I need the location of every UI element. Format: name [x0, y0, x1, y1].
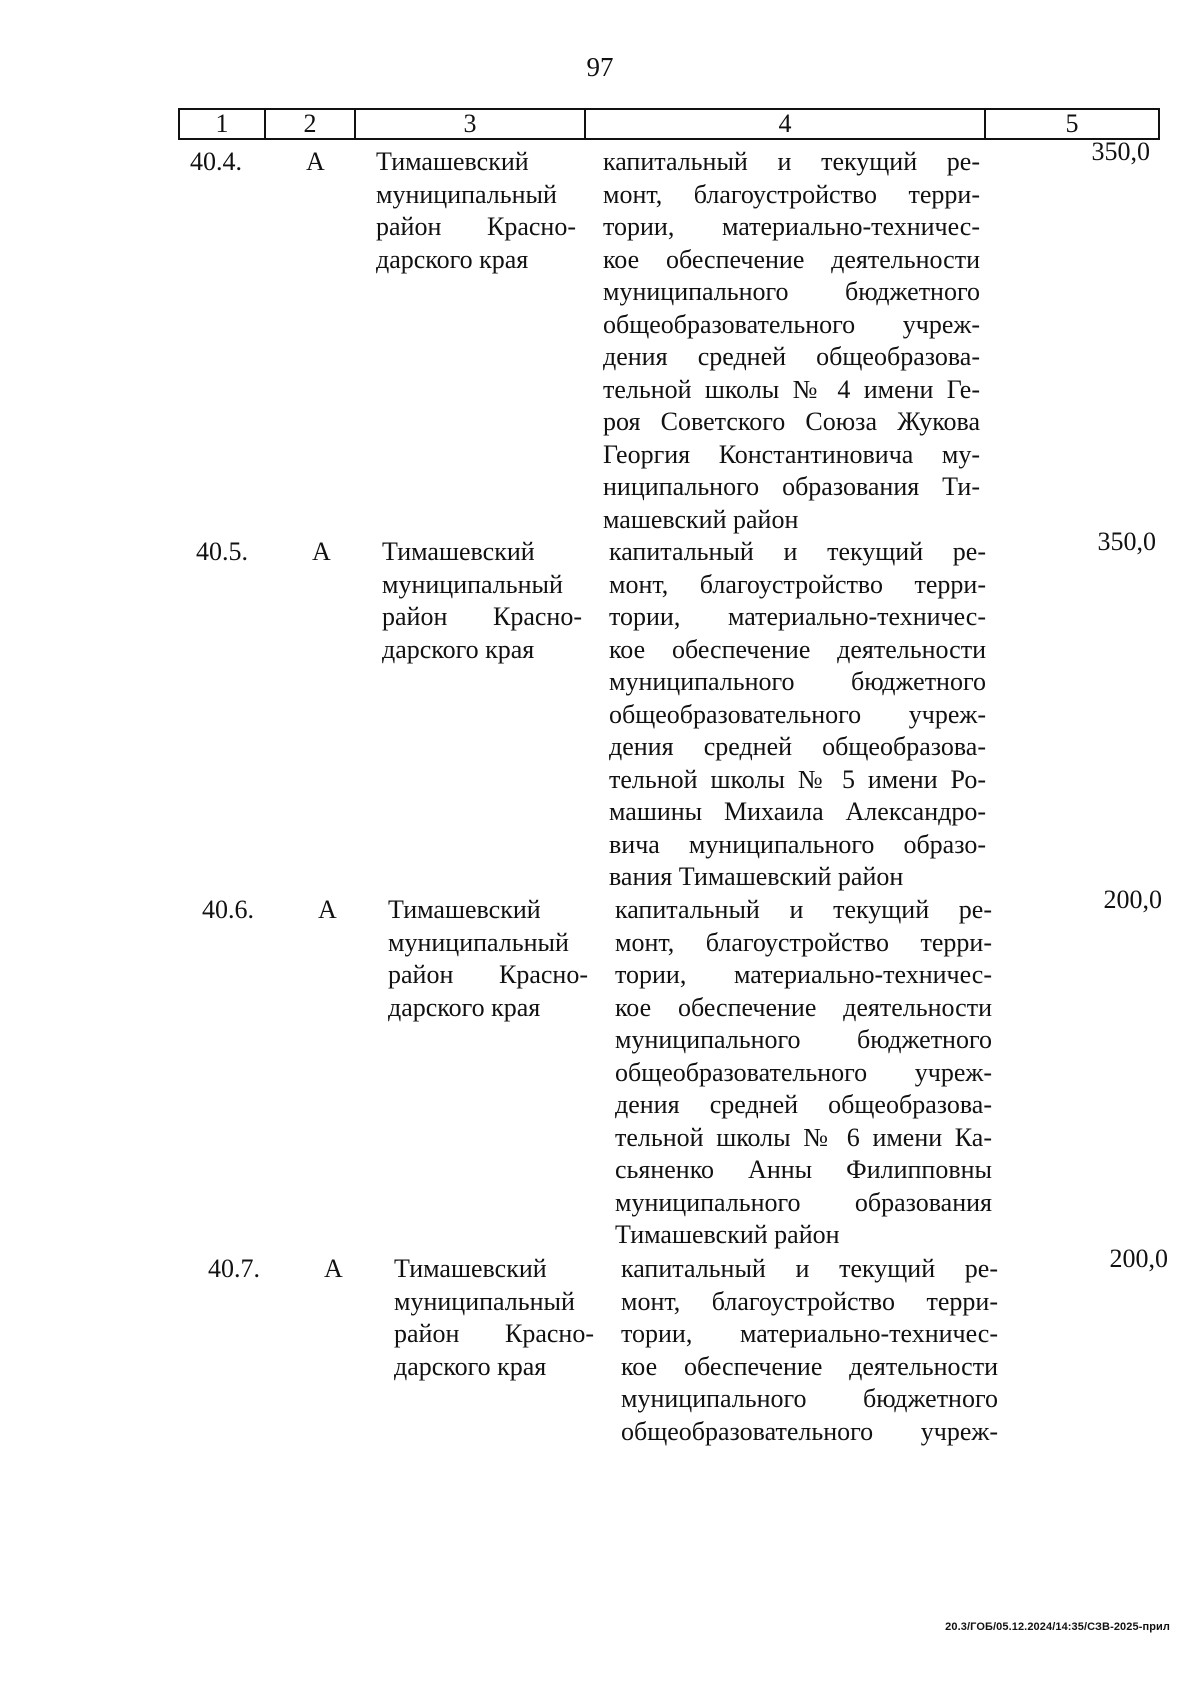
purpose-line: муниципального бюджетного [615, 1025, 992, 1054]
purpose-line: капитальный и текущий ре- [621, 1254, 998, 1283]
purpose-line: дения средней общеобразова- [603, 342, 980, 371]
row-category: А [318, 895, 337, 924]
column-header-1: 1 [179, 109, 265, 139]
row-amount: 350,0 [1097, 527, 1156, 556]
purpose-line: муниципального бюджетного [609, 667, 986, 696]
table-row [202, 885, 1200, 1274]
purpose-line: капитальный и текущий ре- [603, 147, 980, 176]
purpose-line: муниципального образования [615, 1187, 992, 1217]
municipality-line: Тимашевский [376, 147, 529, 176]
purpose-line: роя Советского Союза Жукова [603, 407, 980, 436]
row-number: 40.6. [202, 895, 254, 924]
purpose-line: монт, благоустройство терри- [615, 927, 992, 957]
municipality-line: муниципальный [388, 927, 569, 957]
purpose-line: кое обеспечение деятельности [609, 634, 986, 664]
municipality-line: дарского края [376, 244, 529, 274]
purpose-line: кое обеспечение деятельности [621, 1351, 998, 1381]
purpose-line: монт, благоустройство терри- [603, 179, 980, 209]
purpose-line: тельной школы № 5 имени Ро- [609, 764, 986, 794]
purpose-line: вича муниципального образо- [609, 829, 986, 859]
table-row [190, 137, 1190, 534]
purpose-cell [615, 894, 992, 1252]
row-number: 40.4. [190, 147, 242, 176]
purpose-line: общеобразовательного учреж- [615, 1057, 992, 1087]
row-number: 40.5. [196, 537, 248, 566]
purpose-line: общеобразовательного учреж- [609, 699, 986, 729]
municipality-line: муниципальный [382, 569, 563, 599]
purpose-cell [603, 146, 980, 536]
page-number: 97 [586, 52, 614, 82]
municipality-line: дарского края [394, 1351, 547, 1381]
row-number: 40.7. [208, 1254, 260, 1283]
municipality-cell [394, 1253, 594, 1383]
document-code: 20.3/ГОБ/05.12.2024/14:35/СЗВ-2025-прил [945, 1621, 1170, 1633]
purpose-line: тории, материально-техничес- [621, 1319, 998, 1348]
purpose-cell [621, 1253, 998, 1448]
purpose-line: дения средней общеобразова- [615, 1090, 992, 1119]
purpose-line: тории, материально-техничес- [609, 602, 986, 631]
column-header-2: 2 [265, 109, 355, 139]
purpose-line: монт, благоустройство терри- [609, 569, 986, 599]
purpose-line: кое обеспечение деятельности [615, 992, 992, 1022]
purpose-line: вания Тимашевский район [609, 862, 904, 891]
municipality-line: муниципальный [394, 1286, 575, 1316]
row-category: А [312, 537, 331, 566]
row-amount: 200,0 [1103, 885, 1162, 914]
purpose-line: капитальный и текущий ре- [609, 537, 986, 566]
purpose-line: монт, благоустройство терри- [621, 1286, 998, 1316]
column-header-3: 3 [355, 109, 585, 139]
municipality-line: Тимашевский [388, 895, 541, 924]
purpose-line: муниципального бюджетного [603, 277, 980, 306]
column-header-4: 4 [585, 109, 985, 139]
purpose-line: тельной школы № 4 имени Ге- [603, 374, 980, 404]
municipality-cell [388, 894, 588, 1024]
purpose-line: тории, материально-техничес- [615, 960, 992, 989]
municipality-line: район Красно- [376, 212, 576, 241]
purpose-line: муниципального бюджетного [621, 1384, 998, 1413]
purpose-line: дения средней общеобразова- [609, 732, 986, 761]
purpose-line: ниципального образования Ти- [603, 472, 980, 501]
row-amount: 200,0 [1109, 1244, 1168, 1273]
municipality-cell [376, 146, 576, 276]
purpose-line: машевский район [603, 504, 799, 534]
purpose-line: сьяненко Анны Филипповны [615, 1155, 992, 1184]
column-header-5: 5 [985, 109, 1159, 139]
municipality-line: дарского края [388, 992, 541, 1022]
purpose-line: тельной школы № 6 имени Ка- [615, 1122, 992, 1152]
purpose-line: тории, материально-техничес- [603, 212, 980, 241]
municipality-line: муниципальный [376, 179, 557, 209]
column-header-row [179, 109, 1159, 139]
purpose-line: кое обеспечение деятельности [603, 244, 980, 274]
purpose-line: Тимашевский район [615, 1220, 840, 1249]
municipality-cell [382, 536, 582, 666]
municipality-line: дарского края [382, 634, 535, 664]
municipality-line: район Красно- [394, 1319, 594, 1348]
purpose-line: общеобразовательного учреж- [621, 1416, 998, 1446]
municipality-line: Тимашевский [394, 1254, 547, 1283]
table-row [196, 527, 1196, 916]
table-row [208, 1244, 1200, 1633]
row-category: А [306, 147, 325, 176]
municipality-line: Тимашевский [382, 537, 535, 566]
purpose-line: Георгия Константиновича му- [603, 439, 980, 469]
purpose-cell [609, 536, 986, 894]
purpose-line: капитальный и текущий ре- [615, 895, 992, 924]
purpose-line: общеобразовательного учреж- [603, 309, 980, 339]
municipality-line: район Красно- [388, 960, 588, 989]
municipality-line: район Красно- [382, 602, 582, 631]
row-amount: 350,0 [1091, 137, 1150, 166]
row-category: А [324, 1254, 343, 1283]
purpose-line: машины Михаила Александро- [609, 797, 986, 826]
